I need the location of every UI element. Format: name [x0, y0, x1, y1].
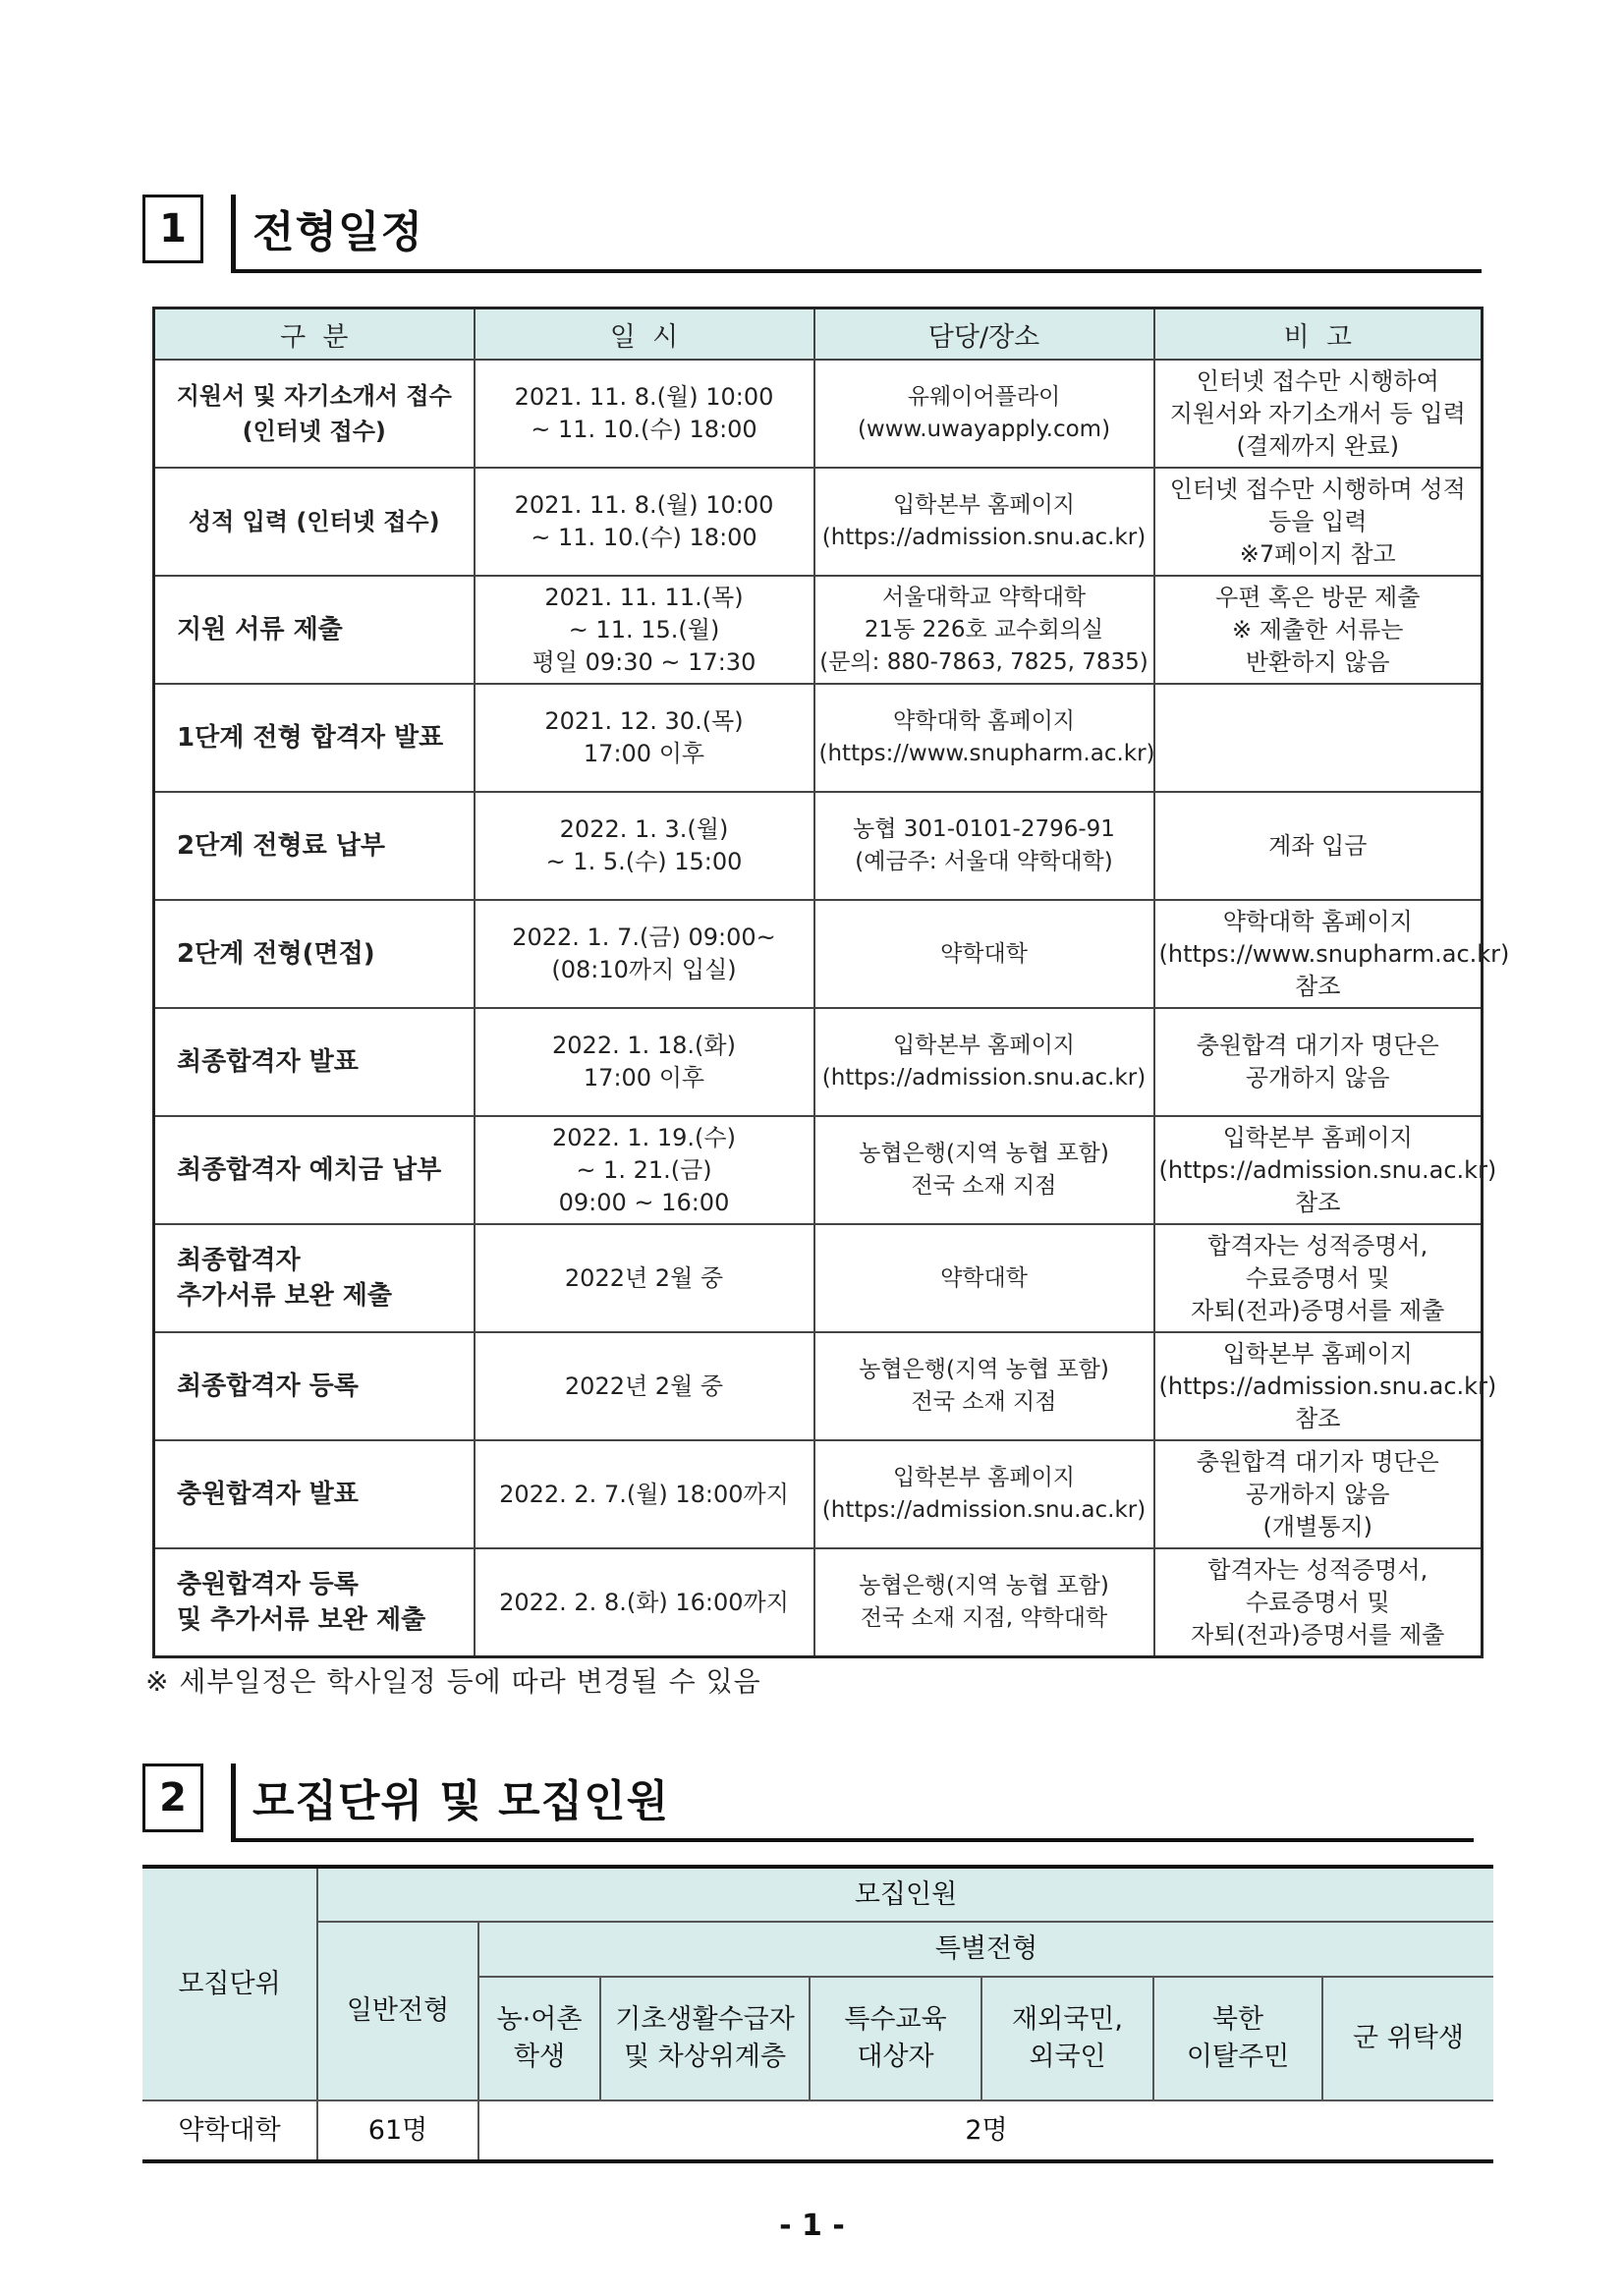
- cell-line: 전국 소재 지점, 약학대학: [860, 1605, 1108, 1631]
- category-cell: [154, 1332, 475, 1440]
- schedule-row: [154, 1116, 1483, 1224]
- cell-line: 군 위탁생: [1353, 2023, 1464, 2053]
- schedule-row: [154, 1440, 1483, 1548]
- cell-line: 지원서와 자기소개서 등 입력: [1169, 399, 1466, 427]
- place-cell: [814, 360, 1154, 468]
- category-cell: [154, 684, 475, 792]
- cell-line: 전국 소재 지점: [911, 1389, 1057, 1415]
- schedule-row: [154, 792, 1483, 900]
- cell-line: 최종합격자 등록: [177, 1372, 359, 1401]
- page-number: - 1 -: [779, 2209, 845, 2243]
- date-cell: [475, 1548, 814, 1657]
- cell-line: 입학본부 홈페이지: [892, 492, 1076, 518]
- schedule-row: [154, 576, 1483, 684]
- cell-line: 충원합격자 발표: [177, 1480, 359, 1509]
- cell-line: (https://admission.snu.ac.kr): [821, 525, 1147, 550]
- cell-line: 인터넷 접수만 시행하며 성적: [1169, 475, 1466, 503]
- cell-line: 서울대학교 약학대학: [881, 584, 1087, 610]
- place-cell: [814, 900, 1154, 1008]
- cell-line: ~ 1. 21.(금): [576, 1155, 712, 1184]
- place-cell: [814, 792, 1154, 900]
- cell-line: 2021. 11. 8.(월) 10:00: [514, 491, 774, 519]
- cell-line: 2022년 2월 중: [564, 1263, 724, 1292]
- cell-line: 2021. 11. 11.(목): [544, 583, 744, 611]
- cell-line: 농협 301-0101-2796-91: [853, 816, 1115, 842]
- cell-line: 2022. 1. 7.(금) 09:00~: [512, 924, 776, 951]
- schedule-row: [154, 900, 1483, 1008]
- category-cell: [154, 900, 475, 1008]
- special-type-header: [810, 1977, 981, 2100]
- remark-cell: [1154, 1008, 1483, 1116]
- cell-line: (인터넷 접수): [242, 418, 386, 445]
- remark-cell: [1154, 900, 1510, 1008]
- special-header: 특별전형: [478, 1922, 1493, 1977]
- cell-line: ※7페이지 참고: [1239, 539, 1396, 568]
- cell-line: 2021. 11. 8.(월) 10:00: [514, 383, 774, 411]
- special-type-header: [1322, 1977, 1493, 2100]
- cell-line: 참조: [1295, 972, 1341, 1000]
- cell-line: 공개하지 않음: [1245, 1064, 1390, 1092]
- cell-line: 약학대학 홈페이지: [1222, 907, 1413, 935]
- cell-line: 최종합격자: [177, 1246, 301, 1275]
- cell-line: 성적 입력 (인터넷 접수): [188, 508, 440, 535]
- cell-line: 2022년 2월 중: [564, 1372, 724, 1400]
- cell-line: (개별통지): [1262, 1512, 1372, 1540]
- cell-line: 및 추가서류 보완 제출: [177, 1605, 426, 1635]
- cell-line: 2021. 12. 30.(목): [544, 707, 744, 735]
- section-2-rule: [231, 1838, 1474, 1842]
- cell-line: 특수교육: [844, 2004, 947, 2035]
- cell-line: 2단계 전형료 납부: [177, 831, 386, 861]
- cell-line: ~ 1. 5.(수) 15:00: [545, 848, 743, 875]
- cell-line: 추가서류 보완 제출: [177, 1281, 393, 1311]
- special-type-header: [981, 1977, 1153, 2100]
- date-cell: [475, 900, 814, 1008]
- cell-line: (예금주: 서울대 약학대학): [855, 849, 1113, 874]
- header-date: 일 시: [475, 308, 814, 361]
- category-cell: [154, 1224, 475, 1332]
- cell-line: 농·어촌: [496, 2004, 583, 2035]
- remark-cell: [1154, 1224, 1483, 1332]
- cell-line: 및 차상위계층: [623, 2042, 787, 2072]
- category-cell: [154, 1548, 475, 1657]
- cell-line: 북한: [1211, 2004, 1264, 2035]
- cell-line: 반환하지 않음: [1245, 647, 1390, 676]
- cell-line: 대상자: [857, 2042, 934, 2072]
- place-cell: [814, 1008, 1154, 1116]
- cell-line: (https://admission.snu.ac.kr): [1158, 1372, 1497, 1400]
- date-cell: [475, 792, 814, 900]
- remark-cell: [1154, 684, 1483, 792]
- cell-line: 농협은행(지역 농협 포함): [859, 1141, 1109, 1166]
- cell-line: 2단계 전형(면접): [177, 939, 375, 969]
- cell-line: 자퇴(전과)증명서를 제출: [1191, 1296, 1445, 1324]
- place-cell: [814, 684, 1154, 792]
- cell-line: 입학본부 홈페이지: [892, 1033, 1076, 1058]
- date-cell: [475, 1224, 814, 1332]
- cell-line: 자퇴(전과)증명서를 제출: [1191, 1620, 1445, 1649]
- date-cell: [475, 360, 814, 468]
- cell-line: ※ 제출한 서류는: [1232, 615, 1404, 644]
- general-header: 일반전형: [317, 1922, 478, 2100]
- section-1-number: 1: [142, 195, 203, 263]
- cell-line: 농협은행(지역 농협 포함): [859, 1573, 1109, 1598]
- date-cell: [475, 468, 814, 576]
- category-cell: [154, 792, 475, 900]
- cell-line: 평일 09:30 ~ 17:30: [532, 647, 756, 676]
- remark-cell: [1154, 468, 1483, 576]
- cell-line: 2022. 1. 3.(월): [559, 815, 729, 843]
- cell-line: 입학본부 홈페이지: [892, 1465, 1076, 1490]
- schedule-row: [154, 1008, 1483, 1116]
- cell-line: 공개하지 않음: [1245, 1480, 1390, 1508]
- cell-line: ~ 11. 15.(월): [568, 615, 720, 644]
- schedule-row: [154, 684, 1483, 792]
- cell-line: 합격자는 성적증명서,: [1207, 1555, 1428, 1584]
- cell-line: 21동 226호 교수회의실: [864, 616, 1104, 643]
- schedule-row: [154, 1332, 1483, 1440]
- special-count-cell: 2명: [478, 2100, 1493, 2161]
- cell-line: ~ 11. 10.(수) 18:00: [531, 524, 757, 551]
- cell-line: 합격자는 성적증명서,: [1207, 1231, 1428, 1260]
- schedule-header-row: [154, 308, 1483, 361]
- cell-line: 기초생활수급자: [615, 2004, 795, 2035]
- header-category: 구 분: [154, 308, 475, 361]
- cell-line: 약학대학: [940, 940, 1028, 967]
- category-cell: [154, 1116, 475, 1224]
- cell-line: (https://admission.snu.ac.kr): [1158, 1155, 1497, 1184]
- place-cell: [814, 576, 1154, 684]
- place-cell: [814, 468, 1154, 576]
- cell-line: 계좌 입금: [1268, 831, 1368, 860]
- remark-cell: [1154, 1116, 1497, 1224]
- cell-line: 전국 소재 지점: [911, 1173, 1057, 1199]
- cell-line: 약학대학 홈페이지: [892, 708, 1076, 734]
- cell-line: 충원합격 대기자 명단은: [1196, 1447, 1439, 1476]
- category-cell: [154, 576, 475, 684]
- remark-cell: [1154, 1440, 1483, 1548]
- cell-line: 최종합격자 발표: [177, 1047, 359, 1077]
- cell-line: 입학본부 홈페이지: [1222, 1123, 1413, 1151]
- cell-line: 재외국민,: [1012, 2004, 1123, 2035]
- cell-line: 이탈주민: [1186, 2042, 1290, 2072]
- cell-line: ~ 11. 10.(수) 18:00: [531, 416, 757, 443]
- category-cell: [154, 360, 475, 468]
- header-remark: 비 고: [1154, 308, 1483, 361]
- cell-line: 인터넷 접수만 시행하여: [1196, 366, 1439, 395]
- date-cell: [475, 684, 814, 792]
- cell-line: 충원합격자 등록: [177, 1570, 359, 1599]
- general-count-cell: 61명: [317, 2100, 478, 2161]
- cell-line: 2022. 1. 19.(수): [552, 1123, 736, 1151]
- cell-line: 지원 서류 제출: [177, 615, 343, 644]
- cell-line: 1단계 전형 합격자 발표: [177, 723, 444, 753]
- cell-line: 수료증명서 및: [1245, 1588, 1390, 1616]
- place-cell: [814, 1440, 1154, 1548]
- recruitment-table: [142, 1865, 1493, 2163]
- schedule-row: [154, 1548, 1483, 1657]
- place-cell: [814, 1548, 1154, 1657]
- date-cell: [475, 1332, 814, 1440]
- special-type-header: [478, 1977, 600, 2100]
- quota-header: 모집인원: [317, 1867, 1493, 1922]
- cell-line: (https://admission.snu.ac.kr): [821, 1065, 1147, 1091]
- remark-cell: [1154, 360, 1483, 468]
- cell-line: 등을 입력: [1268, 507, 1368, 535]
- category-cell: [154, 1440, 475, 1548]
- cell-line: 농협은행(지역 농협 포함): [859, 1357, 1109, 1382]
- cell-line: 17:00 이후: [583, 1064, 705, 1092]
- cell-line: (https://www.snupharm.ac.kr): [818, 741, 1155, 766]
- cell-line: 우편 혹은 방문 제출: [1215, 583, 1421, 611]
- unit-header: 모집단위: [142, 1867, 317, 2100]
- cell-line: 약학대학: [940, 1264, 1028, 1291]
- cell-line: 2022. 2. 8.(화) 16:00까지: [499, 1588, 789, 1616]
- schedule-row: [154, 1224, 1483, 1332]
- section-2-number: 2: [142, 1764, 203, 1832]
- schedule-row: [154, 468, 1483, 576]
- section-2-title: 모집단위 및 모집인원: [252, 1776, 670, 1826]
- cell-line: (문의: 880-7863, 7825, 7835): [819, 648, 1148, 675]
- section-1-bar: [231, 195, 236, 273]
- cell-line: 수료증명서 및: [1245, 1263, 1390, 1292]
- cell-line: (www.uwayapply.com): [857, 417, 1111, 442]
- schedule-table: [152, 307, 1510, 1658]
- remark-cell: [1154, 576, 1483, 684]
- date-cell: [475, 1440, 814, 1548]
- cell-line: (https://www.snupharm.ac.kr): [1158, 939, 1510, 968]
- cell-line: 유웨이어플라이: [907, 384, 1061, 410]
- schedule-body: [154, 360, 1510, 1657]
- cell-line: 참조: [1295, 1188, 1341, 1216]
- cell-line: (08:10까지 입실): [551, 956, 737, 983]
- cell-line: 학생: [513, 2042, 566, 2072]
- place-cell: [814, 1224, 1154, 1332]
- cell-line: 외국인: [1029, 2042, 1106, 2072]
- cell-line: (결제까지 완료): [1236, 431, 1399, 460]
- cell-line: 지원서 및 자기소개서 접수: [176, 382, 452, 410]
- unit-cell: 약학대학: [142, 2100, 317, 2161]
- category-cell: [154, 468, 475, 576]
- special-type-header: [1153, 1977, 1322, 2100]
- remark-cell: [1154, 1548, 1483, 1657]
- section-1-title: 전형일정: [252, 207, 424, 257]
- remark-cell: [1154, 1332, 1497, 1440]
- cell-line: 2022. 1. 18.(화): [552, 1032, 736, 1059]
- date-cell: [475, 1008, 814, 1116]
- place-cell: [814, 1116, 1154, 1224]
- cell-line: 충원합격 대기자 명단은: [1196, 1032, 1439, 1059]
- cell-line: 참조: [1295, 1404, 1341, 1432]
- cell-line: 입학본부 홈페이지: [1222, 1339, 1413, 1368]
- special-type-header: [600, 1977, 810, 2100]
- section-1-rule: [231, 269, 1482, 273]
- cell-line: 2022. 2. 7.(월) 18:00까지: [499, 1480, 789, 1508]
- schedule-row: [154, 360, 1483, 468]
- cell-line: 09:00 ~ 16:00: [558, 1188, 730, 1216]
- cell-line: 17:00 이후: [583, 740, 705, 767]
- place-cell: [814, 1332, 1154, 1440]
- date-cell: [475, 576, 814, 684]
- cell-line: 최종합격자 예치금 납부: [177, 1155, 442, 1185]
- date-cell: [475, 1116, 814, 1224]
- header-place: 담당/장소: [814, 308, 1154, 361]
- schedule-note: ※ 세부일정은 학사일정 등에 따라 변경될 수 있음: [145, 1665, 761, 1698]
- remark-cell: [1154, 792, 1483, 900]
- cell-line: (https://admission.snu.ac.kr): [821, 1497, 1147, 1523]
- section-2-bar: [231, 1764, 236, 1842]
- category-cell: [154, 1008, 475, 1116]
